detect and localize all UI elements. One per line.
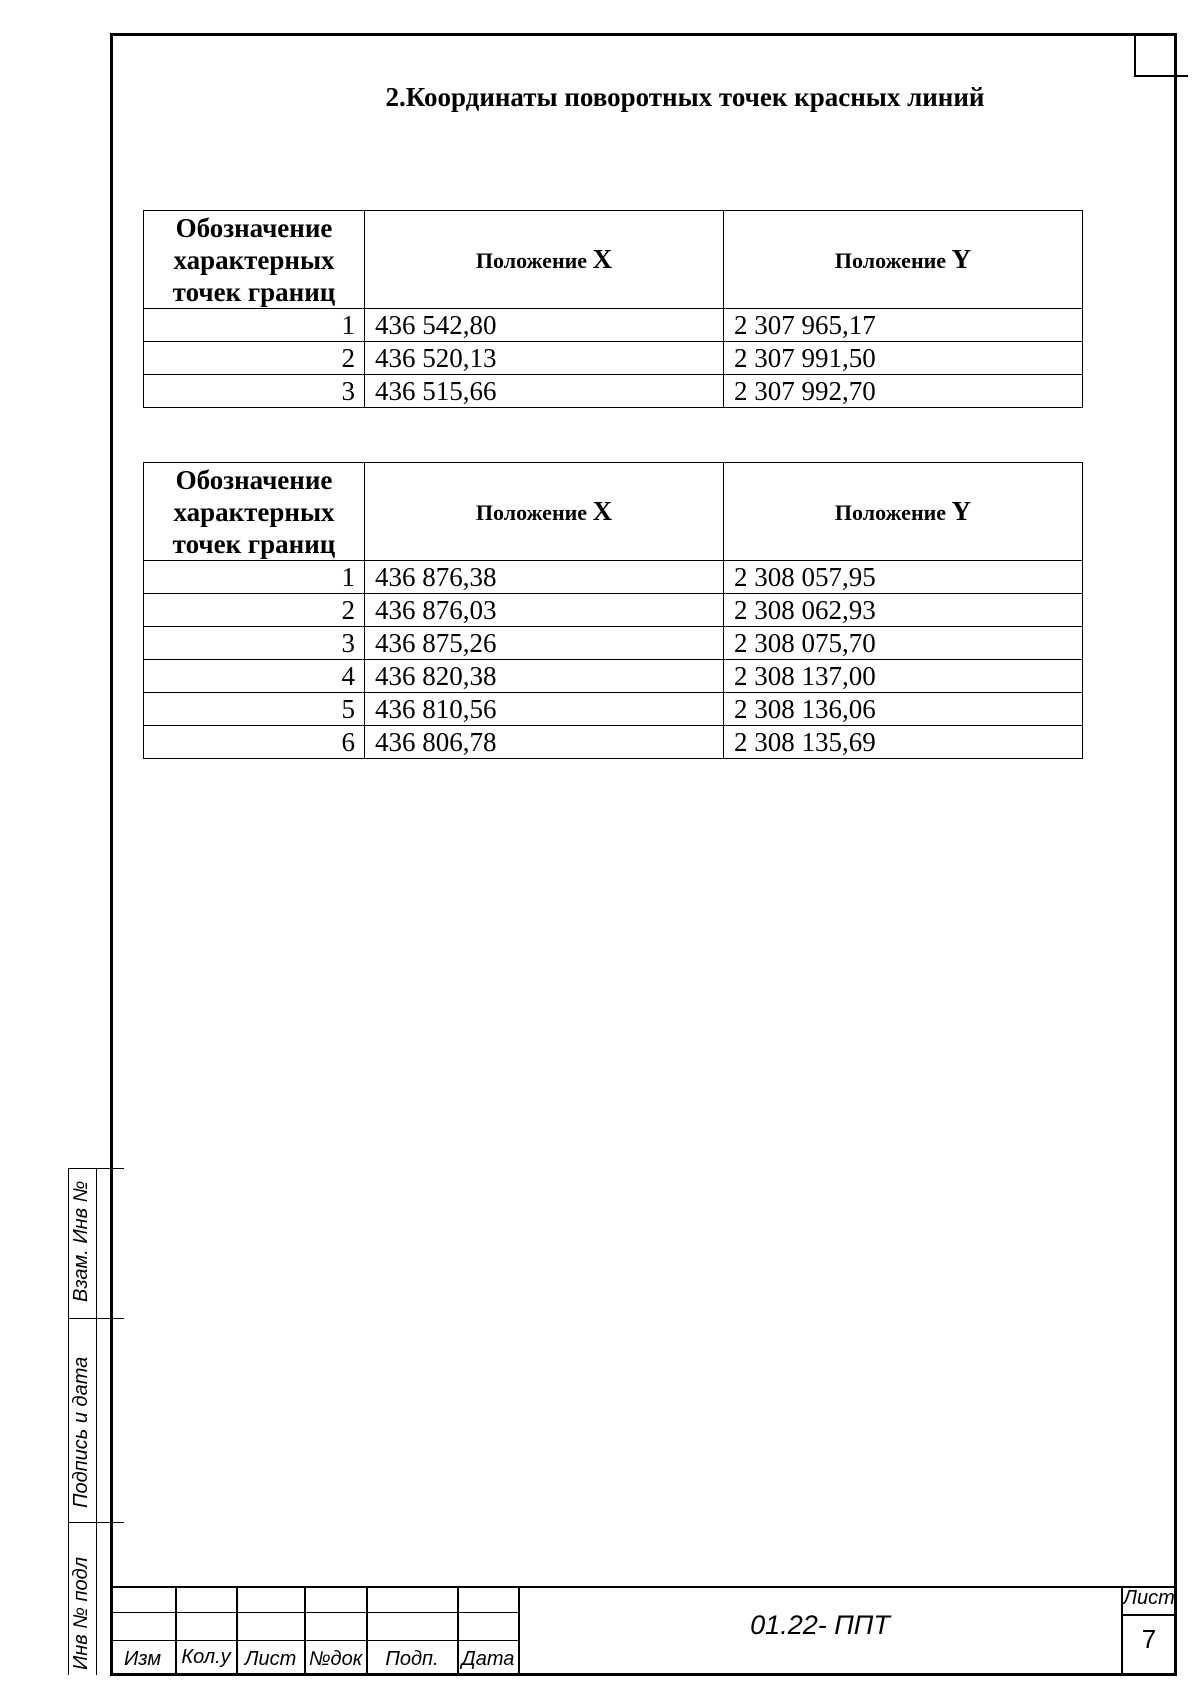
x-value: 436 820,38 [365,660,724,693]
tb-label-data: Дата [461,1648,515,1670]
tb-label-kolu: Кол.у [181,1646,231,1668]
table-row [144,693,1083,726]
y-value: 2 307 992,70 [724,375,1083,408]
point-number: 2 [144,342,365,375]
y-value: 2 308 137,00 [724,660,1083,693]
coordinates-table-2 [143,462,1083,759]
table-row [144,342,1083,375]
tb-label-izm: Изм [123,1648,162,1670]
y-value: 2 307 965,17 [724,309,1083,342]
header-point: Обозначение характерных точек границ [144,463,365,561]
header-y: Положение Y [724,211,1083,309]
x-value: 436 806,78 [365,726,724,759]
point-number: 6 [144,726,365,759]
table-row [144,561,1083,594]
tb-label-ndok: №док [308,1648,363,1670]
point-number: 3 [144,627,365,660]
table-header-row [144,463,1083,561]
point-number: 1 [144,309,365,342]
x-value: 436 810,56 [365,693,724,726]
y-value: 2 308 062,93 [724,594,1083,627]
side-label-vzam: Взам. Инв № [70,1180,92,1302]
title-block-top-line [110,1586,1177,1588]
x-value: 436 520,13 [365,342,724,375]
tb-label-list: Лист [244,1648,297,1670]
x-value: 436 875,26 [365,627,724,660]
table-row [144,309,1083,342]
side-label-inv: Инв № подл [70,1557,92,1670]
point-number: 4 [144,660,365,693]
document-title: 2.Координаты поворотных точек красных линий [385,82,985,112]
table-row [144,594,1083,627]
point-number: 2 [144,594,365,627]
y-value: 2 308 135,69 [724,726,1083,759]
table-header-row [144,211,1083,309]
x-value: 436 876,38 [365,561,724,594]
x-value: 436 876,03 [365,594,724,627]
header-x: Положение X [365,211,724,309]
corner-box [1134,33,1188,77]
side-divider [68,1318,124,1319]
coordinates-table-1 [143,210,1083,408]
document-code: 01.22- ППТ [750,1610,890,1640]
title-block-sheet-line [1121,1614,1177,1616]
table-row [144,660,1083,693]
point-number: 1 [144,561,365,594]
side-divider-vertical [96,1168,97,1675]
y-value: 2 308 057,95 [724,561,1083,594]
y-value: 2 308 075,70 [724,627,1083,660]
point-number: 3 [144,375,365,408]
table-row [144,627,1083,660]
y-value: 2 307 991,50 [724,342,1083,375]
tb-label-podp: Подп. [385,1648,439,1670]
header-y: Положение Y [724,463,1083,561]
header-point: Обозначение характерных точек границ [144,211,365,309]
y-value: 2 308 136,06 [724,693,1083,726]
point-number: 5 [144,693,365,726]
header-x: Положение X [365,463,724,561]
table-row [144,726,1083,759]
side-label-podpis: Подпись и дата [70,1356,92,1508]
table-row [144,375,1083,408]
side-divider [68,1522,124,1523]
x-value: 436 542,80 [365,309,724,342]
x-value: 436 515,66 [365,375,724,408]
sheet-label: Лист [1123,1587,1175,1609]
sheet-number: 7 [1141,1624,1157,1654]
